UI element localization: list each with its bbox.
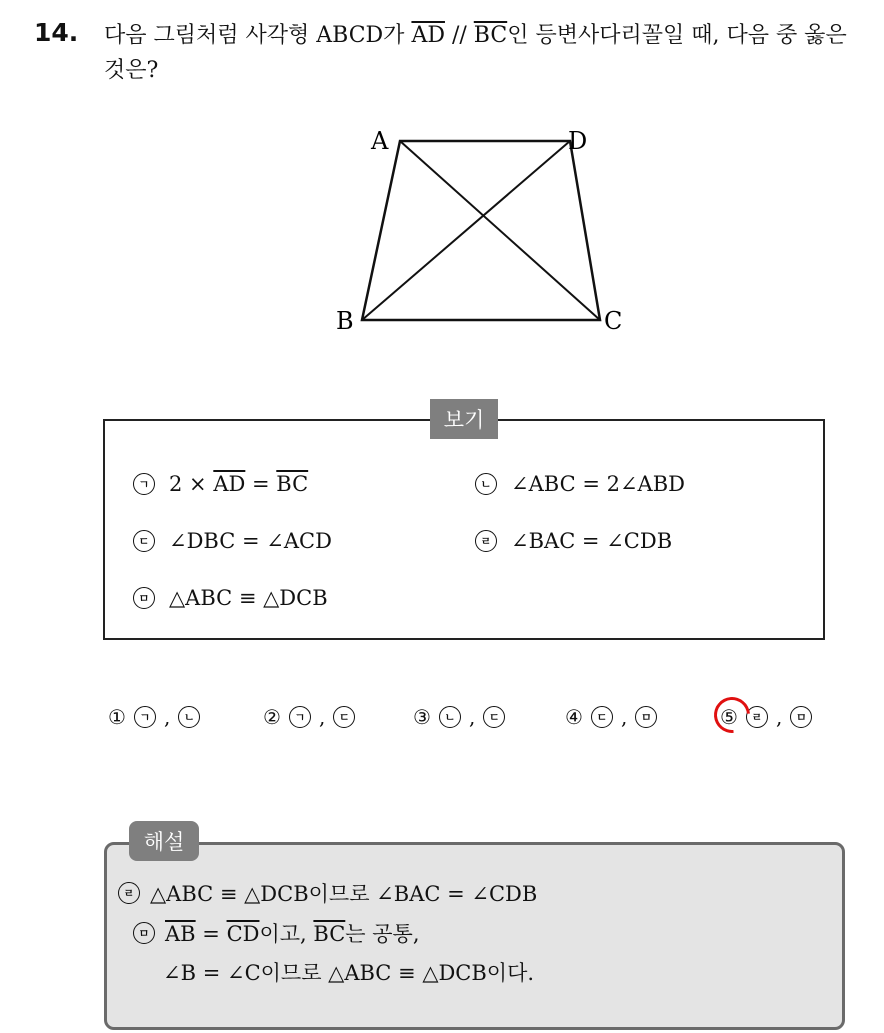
question-text-part1: 다음 그림처럼 사각형 ABCD가: [104, 23, 412, 48]
segment-bc: $\overline{BC}$: [473, 23, 508, 48]
vertex-label-c: C: [604, 307, 623, 335]
circled-rieul: ㄹ: [475, 530, 497, 552]
circled-mieum: ㅁ: [133, 587, 155, 609]
bogi-item-expr: $2 \times \overline{AD} = \overline{BC}$: [169, 472, 309, 496]
choice-3[interactable]: ③ ㄴ , ㄷ: [413, 705, 505, 729]
circled-digeut: ㄷ: [133, 530, 155, 552]
circled-giyeok: ㄱ: [133, 473, 155, 495]
bogi-item-expr: △ABC ≡ △DCB: [169, 586, 328, 610]
question-number: 14.: [34, 18, 79, 47]
segment-ad: $\overline{AD}$: [411, 23, 445, 48]
bogi-item-giyeok: [133, 472, 308, 496]
bogi-item-rieul: [475, 529, 672, 553]
bogi-item-digeut: [133, 529, 332, 553]
vertex-label-b: B: [336, 307, 354, 335]
solution-line-3: ∠B = ∠C이므로 △ABC ≡ △DCB이다.: [163, 961, 535, 985]
question-text-part2: 인 등변사다리꼴일 때, 다음 중 옳은 것은?: [104, 23, 847, 83]
bogi-item-expr: ∠BAC = ∠CDB: [511, 529, 673, 553]
choice-1[interactable]: ① ㄱ , ㄴ: [108, 705, 200, 729]
choice-5[interactable]: ⑤ ㄹ , ㅁ: [720, 705, 812, 729]
parallel-symbol: //: [444, 23, 474, 48]
choice-2[interactable]: ② ㄱ , ㄷ: [263, 705, 355, 729]
choice-4[interactable]: ④ ㄷ , ㅁ: [565, 705, 657, 729]
bogi-item-mieum: [133, 586, 328, 610]
solution-line-2: ㅁ $\overline{AB} = \overline{CD}$이고, $\overline{BC}$는 공통,: [133, 918, 420, 948]
bogi-item-expr: ∠DBC = ∠ACD: [169, 529, 332, 553]
solution-line-1: ㄹ △ABC ≡ △DCB이므로 ∠BAC = ∠CDB: [118, 878, 537, 908]
circled-rieul: ㄹ: [118, 882, 140, 904]
solution-title: 해설: [129, 821, 199, 861]
circled-mieum: ㅁ: [133, 922, 155, 944]
circled-nieun: ㄴ: [475, 473, 497, 495]
question-text: [104, 18, 864, 88]
bogi-item-expr: ∠ABC = 2∠ABD: [511, 472, 685, 496]
answer-check-mark: [707, 690, 758, 741]
vertex-label-d: D: [568, 127, 588, 155]
vertex-label-a: A: [371, 127, 389, 155]
bogi-item-nieun: [475, 472, 685, 496]
trapezoid-outline: [362, 141, 600, 320]
bogi-title: 보기: [430, 399, 498, 439]
diagonal-ac: [400, 141, 600, 320]
trapezoid-figure: [330, 120, 650, 340]
